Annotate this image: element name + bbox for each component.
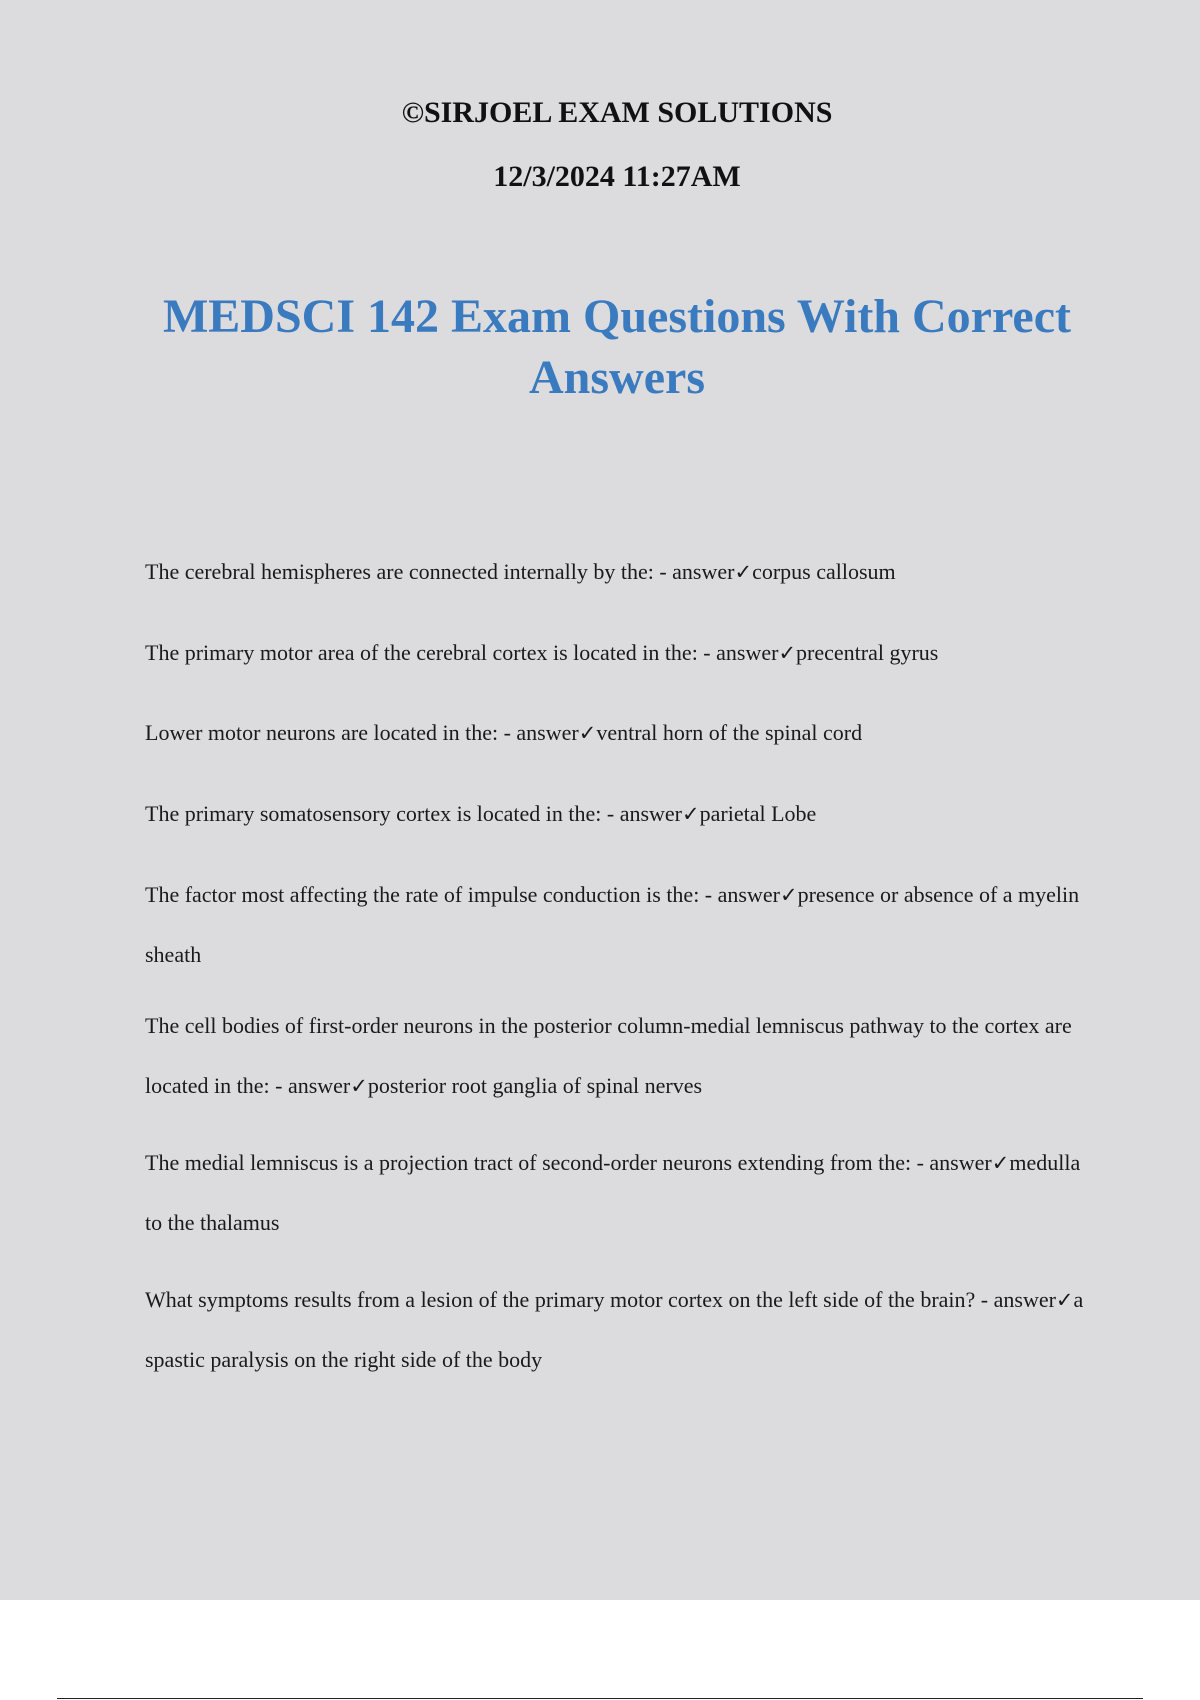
footer-divider (57, 1698, 1143, 1699)
qa-item (145, 1133, 1095, 1253)
qa-item (145, 996, 1095, 1116)
answer-text: ventral horn of the spinal cord (596, 720, 863, 745)
datetime-header: 12/3/2024 11:27AM (493, 160, 741, 193)
qa-item (145, 703, 1095, 763)
check-icon: ✓ (779, 883, 798, 907)
check-icon: ✓ (682, 802, 700, 826)
answer-text: parietal Lobe (699, 801, 817, 826)
answer-text: medulla to the thalamus (145, 1150, 1081, 1235)
question-text: The primary somatosensory cortex is located in the: - answer (145, 801, 683, 826)
question-text: What symptoms results from a lesion of the primary motor cortex on the left side of the brain? - answer (145, 1287, 1056, 1312)
answer-text: posterior root ganglia of spinal nerves (367, 1073, 703, 1098)
question-text: The cerebral hemispheres are connected internally by the: - answer (145, 559, 735, 584)
question-text: The factor most affecting the rate of impulse conduction is the: - answer (145, 882, 780, 907)
copyright-header: ©SIRJOEL EXAM SOLUTIONS (401, 96, 833, 129)
document-title: MEDSCI 142 Exam Questions With Correct Answers (162, 290, 1071, 404)
check-icon: ✓ (991, 1151, 1010, 1175)
question-text: The medial lemniscus is a projection tract of second-order neurons extending from the: - answer (145, 1150, 992, 1175)
qa-item (145, 1270, 1095, 1390)
check-icon: ✓ (350, 1074, 368, 1098)
qa-item (145, 542, 1095, 602)
question-text: The cell bodies of first-order neurons in the posterior column-medial lemniscus pathway to the cortex are located in the: - answer (145, 1013, 1072, 1098)
answer-text: presence or absence of a myelin sheath (145, 882, 1080, 967)
check-icon: ✓ (734, 560, 753, 584)
answer-text: a spastic paralysis on the right side of the body (145, 1287, 1084, 1372)
answer-text: corpus callosum (752, 559, 896, 584)
answer-text: precentral gyrus (796, 640, 939, 665)
check-icon: ✓ (778, 641, 797, 665)
question-text: The primary motor area of the cerebral cortex is located in the: - answer (145, 640, 779, 665)
qa-item (145, 623, 1095, 683)
question-text: Lower motor neurons are located in the: - answer (145, 720, 579, 745)
check-icon: ✓ (578, 721, 597, 745)
check-icon: ✓ (1055, 1288, 1074, 1312)
qa-item (145, 865, 1095, 985)
qa-item (145, 784, 1095, 844)
